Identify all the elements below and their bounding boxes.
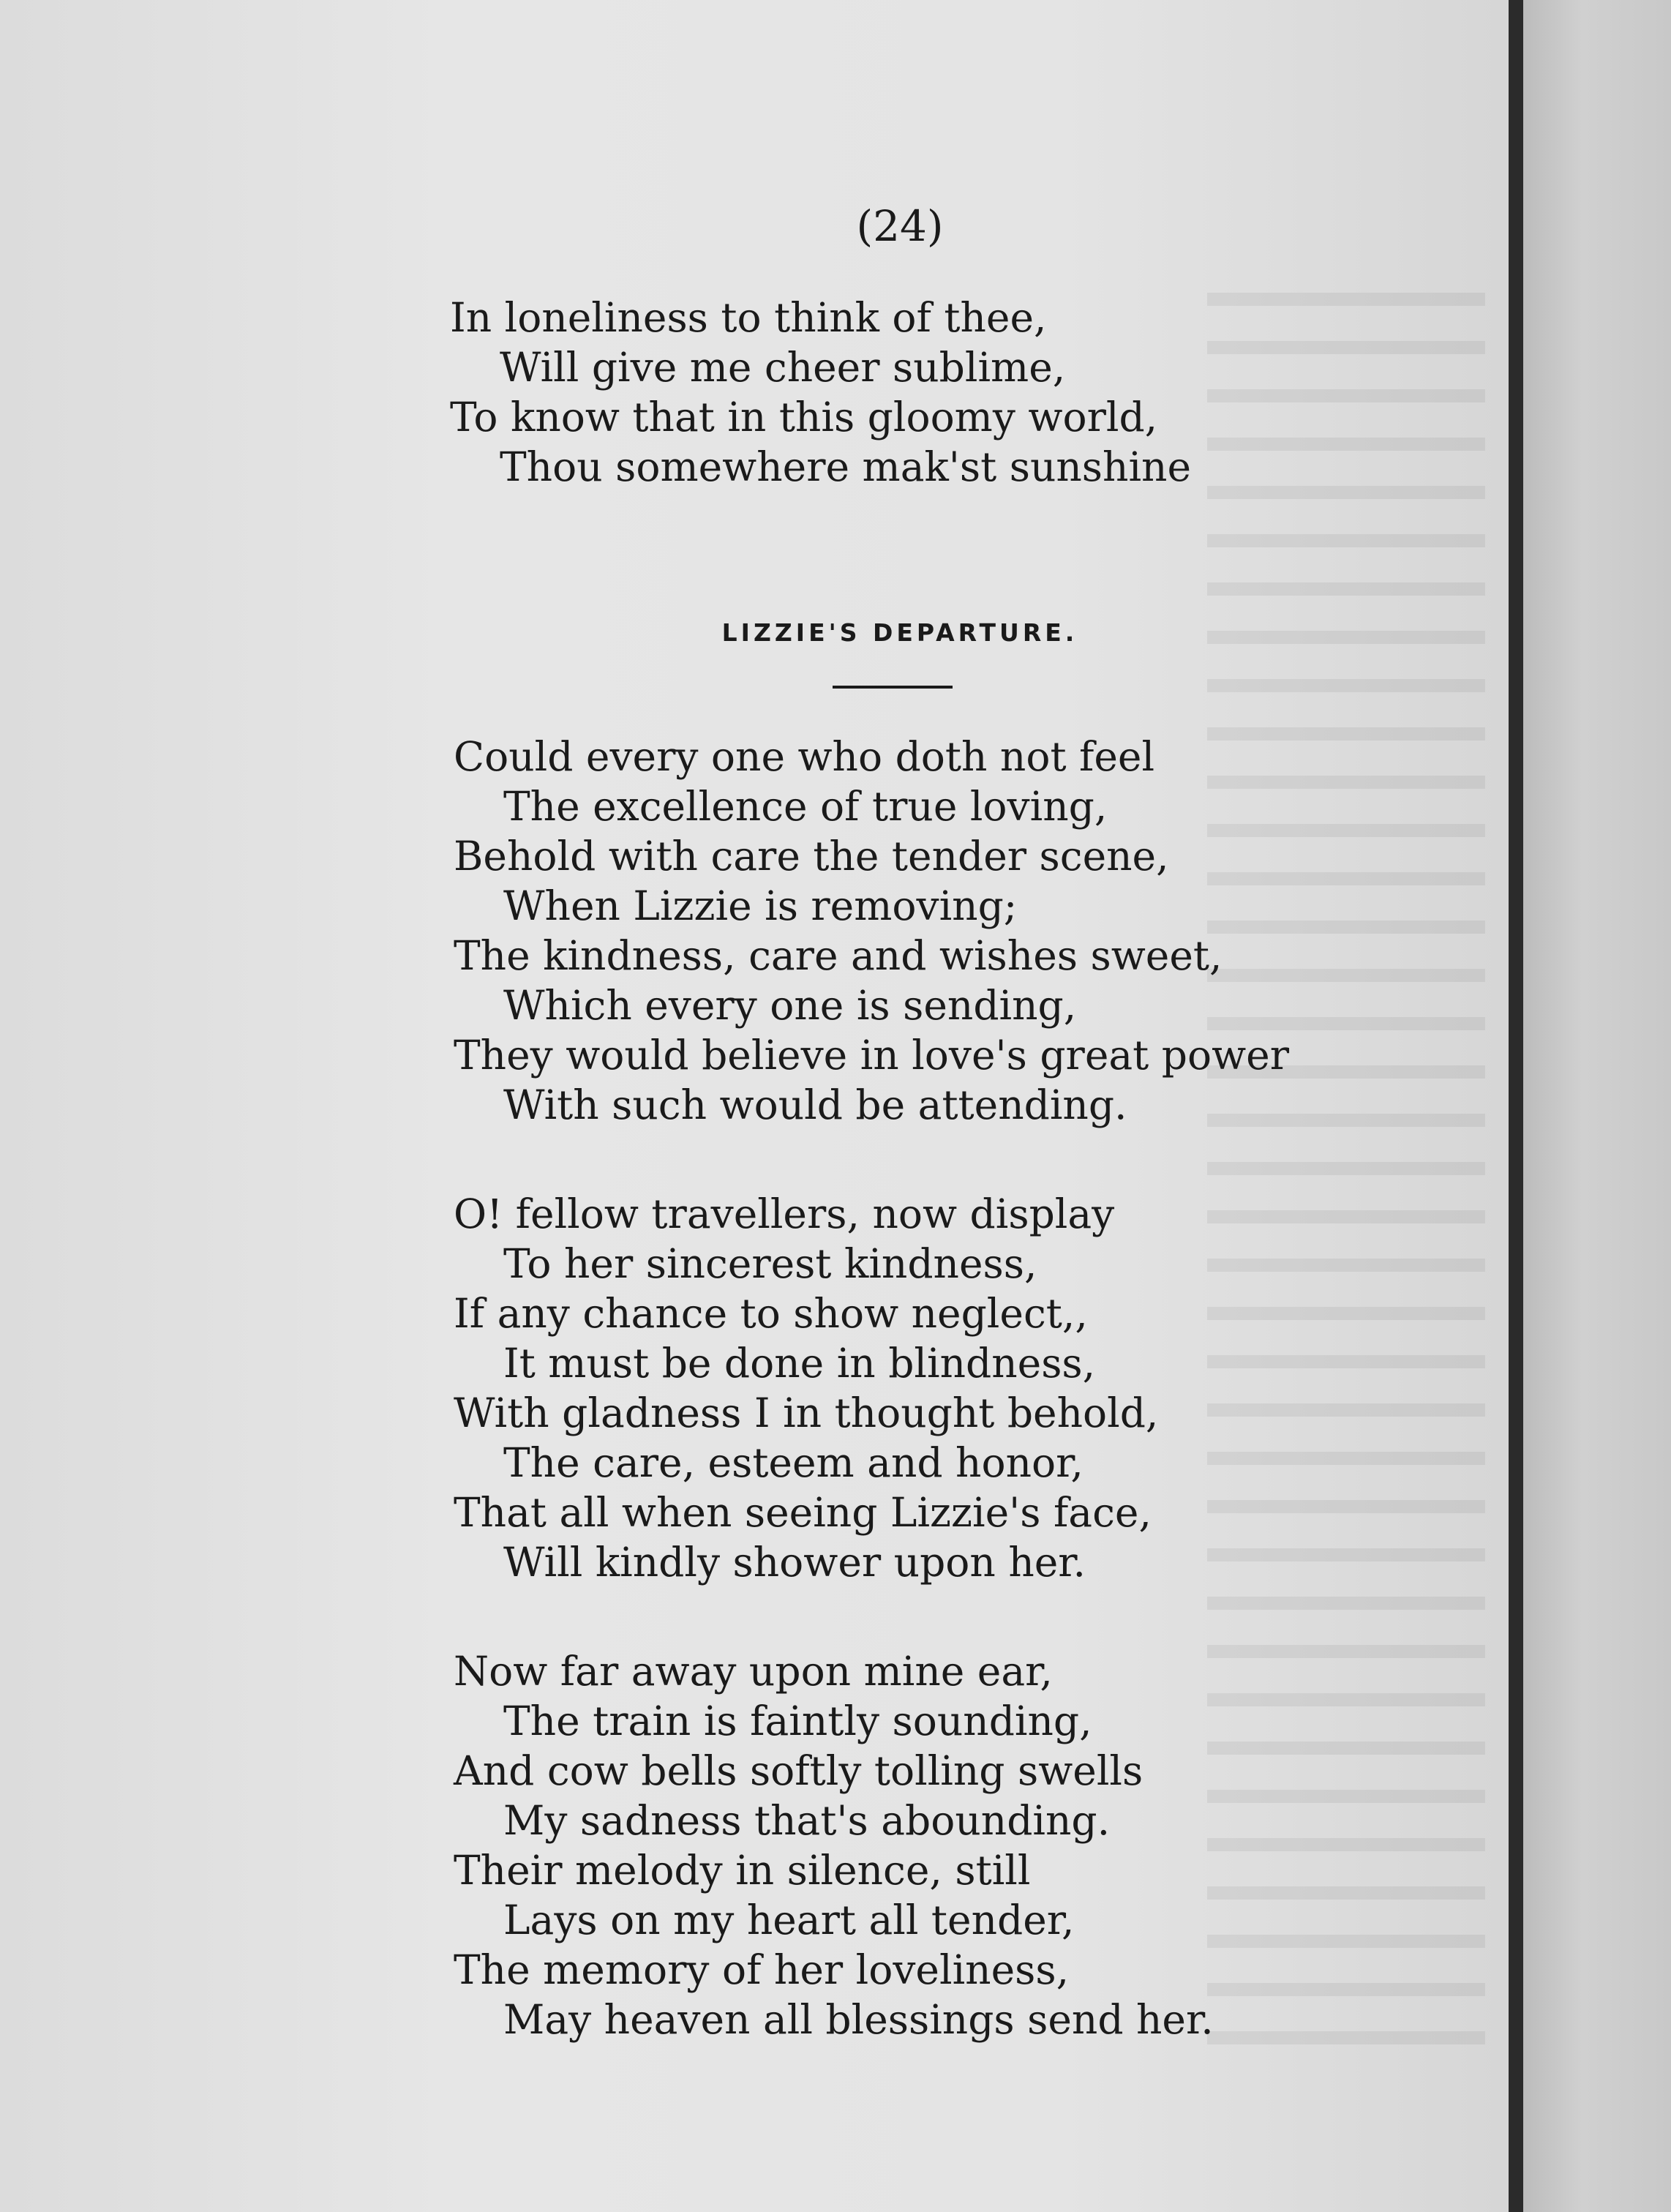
poem-line: Could every one who doth not feel: [454, 733, 1155, 780]
poem-line: Will give me cheer sublime,: [500, 344, 1066, 391]
poem-line: If any chance to show neglect,,: [454, 1290, 1088, 1337]
poem-line: Their melody in silence, still: [454, 1847, 1031, 1894]
poem-line: Lays on my heart all tender,: [503, 1897, 1075, 1943]
poem-line: Now far away upon mine ear,: [454, 1648, 1053, 1695]
stanza: [454, 1189, 1158, 1587]
stanza: [454, 1646, 1214, 2044]
poem-line: The care, esteem and honor,: [503, 1439, 1084, 1486]
poem-line: Will kindly shower upon her.: [503, 1539, 1086, 1586]
page-edge: [1509, 0, 1523, 2212]
poem-line: With such would be attending.: [503, 1081, 1127, 1128]
poem-line: That all when seeing Lizzie's face,: [454, 1489, 1152, 1536]
poem-line: Thou somewhere mak'st sunshine: [500, 443, 1192, 490]
title-divider: [833, 686, 953, 689]
poem-line: May heaven all blessings send her.: [503, 1996, 1214, 2043]
poem-line: And cow bells softly tolling swells: [454, 1747, 1144, 1794]
poem-line: It must be done in blindness,: [503, 1340, 1096, 1387]
poem-title: LIZZIE'S DEPARTURE.: [721, 618, 1078, 647]
poem-line: The excellence of true loving,: [503, 783, 1108, 830]
poem-line: In loneliness to think of thee,: [450, 294, 1047, 341]
poem-line: They would believe in love's great power: [454, 1032, 1290, 1079]
poem-line: O! fellow travellers, now display: [454, 1191, 1115, 1237]
poem-line: My sadness that's abounding.: [503, 1797, 1111, 1844]
previous-poem-ending: [450, 293, 1191, 492]
poem-line: The train is faintly sounding,: [503, 1698, 1092, 1744]
poem-line: To her sincerest kindness,: [503, 1240, 1037, 1287]
poem-line: To know that in this gloomy world,: [450, 394, 1158, 440]
facing-page-margin: [1523, 0, 1671, 2212]
page-number: (24): [856, 201, 944, 251]
poem-line: The memory of her loveliness,: [454, 1946, 1070, 1993]
stanza: [454, 732, 1289, 1130]
poem-line: When Lizzie is removing;: [503, 882, 1018, 929]
poem-line: With gladness I in thought behold,: [454, 1390, 1159, 1436]
poem-line: Which every one is sending,: [503, 982, 1077, 1029]
bleed-through-text: [1207, 293, 1485, 2049]
poem-line: Behold with care the tender scene,: [454, 833, 1169, 880]
poem-line: The kindness, care and wishes sweet,: [454, 932, 1223, 979]
